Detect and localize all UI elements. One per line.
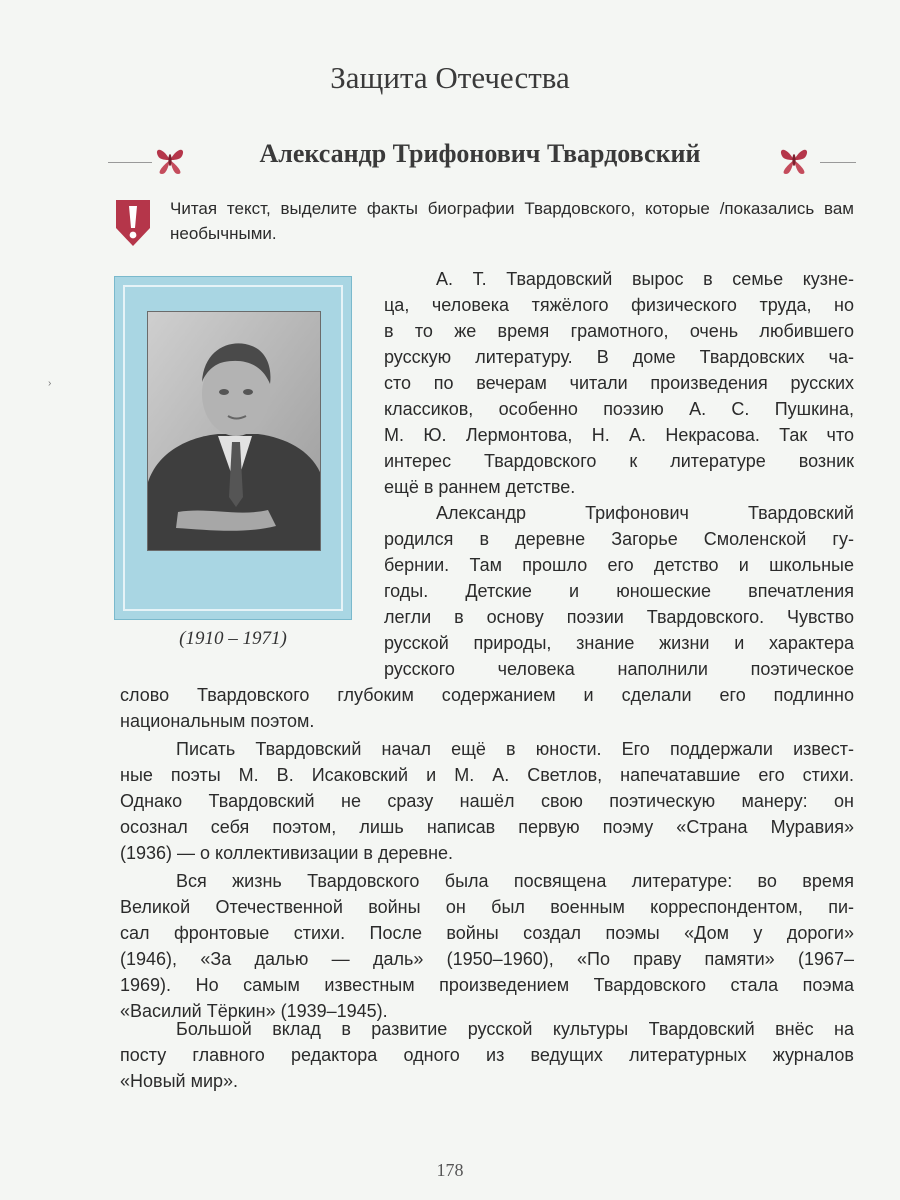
- margin-mark: ›: [48, 378, 52, 389]
- text-line: слово Твардовского глубоким содержанием и сделали его подлинно: [120, 685, 854, 705]
- text-line: в то же время грамотного, очень любившего: [384, 321, 854, 341]
- text-line: ца, человека тяжёлого физического труда, но: [384, 295, 854, 315]
- text-line: легли в основу поэзии Твардовского. Чувство: [384, 607, 854, 627]
- text-line: сто по вечерам читали произведения русских: [384, 373, 854, 393]
- text-line: русской природы, знание жизни и характера: [384, 633, 854, 653]
- text-line: (1936) — о коллективизации в деревне.: [120, 843, 454, 863]
- text-line: ные поэты М. В. Исаковский и М. А. Светлов, напечатавшие его стихи.: [120, 765, 854, 785]
- text-line: ещё в раннем детстве.: [384, 477, 576, 497]
- text-line: 1969). Но самым известным произведением Твардовского стала поэма: [120, 975, 854, 995]
- attention-exclamation-icon: [112, 198, 154, 248]
- portrait-caption-dates: (1910 – 1971): [179, 628, 287, 649]
- text-line: А. Т. Твардовский вырос в семье кузне-: [436, 269, 854, 289]
- text-line: годы. Детские и юношеские впечатления: [384, 581, 854, 601]
- text-line: «Новый мир».: [120, 1071, 239, 1091]
- text-line: М. Ю. Лермонтова, Н. А. Некрасова. Так что: [384, 425, 854, 445]
- text-line: Вся жизнь Твардовского была посвящена литературе: во время: [176, 871, 854, 891]
- text-line: (1946), «За далью — даль» (1950–1960), «По праву памяти» (1967–: [120, 949, 854, 969]
- text-line: русского человека наполнили поэтическое: [384, 659, 854, 679]
- butterfly-ornament-icon: [776, 142, 812, 178]
- heading-rule-right: [820, 162, 856, 163]
- text-line: интерес Твардовского к литературе возник: [384, 451, 854, 471]
- author-heading: [0, 136, 900, 186]
- text-line: бернии. Там прошло его детство и школьные: [384, 555, 854, 575]
- text-line: Однако Твардовский не сразу нашёл свою поэтическую манеру: он: [120, 791, 854, 811]
- butterfly-ornament-icon: [152, 142, 188, 178]
- page-number: 178: [436, 1160, 464, 1180]
- heading-rule-left: [108, 162, 152, 163]
- text-line: посту главного редактора одного из ведущих литературных журналов: [120, 1045, 854, 1065]
- text-line: «Василий Тёркин» (1939–1945).: [120, 1001, 388, 1021]
- text-line: Большой вклад в развитие русской культуры Твардовский внёс на: [176, 1019, 854, 1039]
- section-title: Защита Отечества: [330, 60, 570, 95]
- text-line: Великой Отечественной войны он был военным корреспондентом, пи-: [120, 897, 854, 917]
- text-line: классиков, особенно поэзию А. С. Пушкина,: [384, 399, 854, 419]
- text-line: национальным поэтом.: [120, 711, 315, 731]
- text-line: русскую литературу. В доме Твардовских ча-: [384, 347, 854, 367]
- portrait-frame: [114, 276, 352, 620]
- task-instruction: Читая текст, выделите факты биографии Твардовского, которые /показались вам необычными.: [170, 199, 854, 243]
- author-name: Александр Трифонович Твардовский: [259, 139, 701, 168]
- author-portrait-photo: [147, 311, 321, 551]
- text-line: Александр Трифонович Твардовский: [436, 503, 854, 523]
- text-line: сал фронтовые стихи. После войны создал поэмы «Дом у дороги»: [120, 923, 854, 943]
- text-line: осознал себя поэтом, лишь написав первую поэму «Страна Муравия»: [120, 817, 854, 837]
- text-line: родился в деревне Загорье Смоленской гу-: [384, 529, 854, 549]
- text-line: Писать Твардовский начал ещё в юности. Его поддержали извест-: [176, 739, 854, 759]
